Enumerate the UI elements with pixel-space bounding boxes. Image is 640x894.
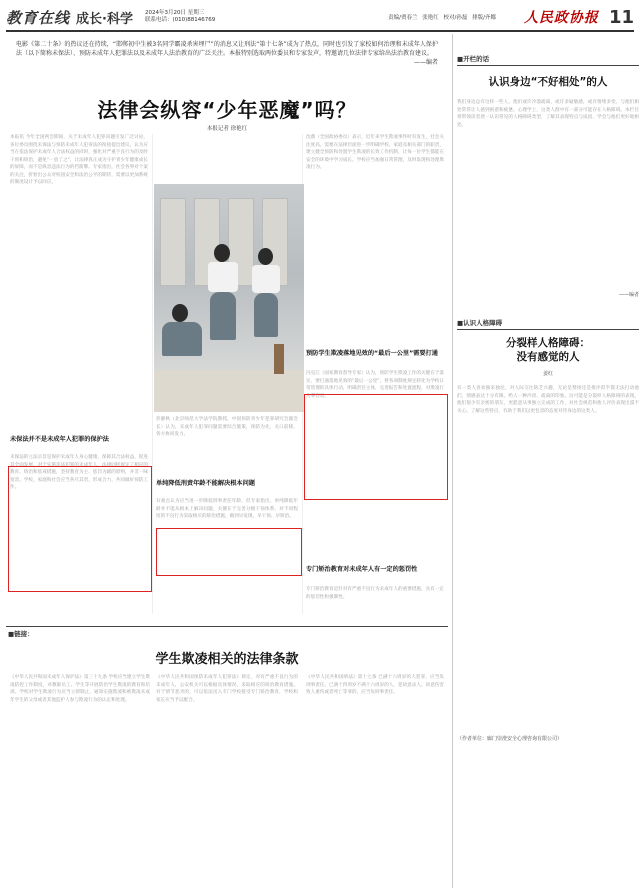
highlight-box [156, 528, 302, 576]
photo-figure-crouching [162, 322, 202, 356]
article-title-line: 分裂样人格障碍： [506, 337, 590, 349]
photo-figure-shirt [208, 262, 238, 292]
body-text-block: 彭静秋（北京师范大学法学院教授，中国预防青少年犯罪研究会副会长）认为，未成年人犯罪问题需要综合施策，预防为先，关口前移，各方协同发力。 [156, 417, 298, 437]
section-name: 成长·科学 [76, 11, 133, 27]
editor-intro [6, 34, 448, 80]
column-divider [152, 134, 153, 614]
article-title-schizoid [457, 336, 639, 364]
links-label: ■链接： [8, 630, 34, 638]
brand-logo: 教育在线 [6, 8, 71, 27]
photo-figure-pants [210, 292, 236, 340]
article-author: 姜红 [542, 371, 553, 377]
page-number: 11 [608, 6, 634, 28]
law-text-block: 《中华人民共和国刑法》第十七条 已满十六周岁的人犯罪，应当负刑事责任。已满十四周岁不满十六周岁的人，犯故意杀人、故意伤害致人重伤或者死亡等罪的，应当负刑事责任。 [306, 675, 444, 695]
subhead-3: 预防学生欺凌落地见效的“最后一公里”需要打通 [306, 350, 438, 357]
article-byline: 本报记者 徐艳红 [206, 126, 248, 132]
law-text-block: 《中华人民共和国预防未成年人犯罪法》规定，对有严重不良行为的未成年人，公安机关可以根据具体情况，采取相应的矫治教育措施。对于情节恶劣的，可以依法送入专门学校接受专门矫治教育，学校和家长应当予以配合。 [156, 675, 298, 703]
issue-date: 2024年3月20日 星期三 [144, 10, 205, 16]
column-article-title: 认识身边“不好相处”的人 [488, 76, 608, 88]
article-title: 法律会纵容“少年恶魔”吗？ [97, 98, 357, 122]
body-text-block: 本报讯 今年全国两会期间，关于未成年人犯罪问题引发广泛讨论，多位委员围绕未保法与预防未成年人犯罪法的衔接提出建议，认为应当在依法保护未成年人合法权益的同时，强化对严重不良行为的及时干预和矫治，避免“一放了之”，让法律真正成为守护青少年健康成长的屏障，而不是纵容违法行为的挡箭牌。专家指出，社会各界对个案的关注，折射出公众对校园安全和法治公平的期待，需要以更加系统的制度设计予以回应。 [10, 135, 148, 185]
photo-floor [154, 370, 304, 412]
main-article-column [6, 34, 448, 888]
photo-figure-head [172, 304, 188, 322]
publisher-logo: 人民政协报 [523, 10, 599, 26]
masthead [6, 5, 634, 29]
author-affiliation: （作者单位：廊门崇澄安全心理咨询有限公司） [457, 736, 563, 742]
subhead-1: 未保法并不是未成年人犯罪的保护法 [10, 436, 109, 443]
links-title: 学生欺凌相关的法律条款 [155, 652, 299, 667]
article-title-line: 没有感觉的人 [516, 351, 580, 363]
header-rule [6, 30, 634, 32]
column-text-block: 有一类人喜欢独来独往，对人际交往缺乏兴趣，无论是赞扬还是批评似乎都无法打动他们，情感表达十分有限，给人一种冷淡、疏离的印象。这可能是分裂样人格障碍的表现。他们很少有亲密的朋友，更愿意从事独立完成的工作，对社会规范和他人评价表现出漠不关心。了解这些特点，有助于我们以更包容的态度对待身边的这类人。 [457, 386, 639, 414]
body-text-block: 未保法的立法宗旨是保护未成年人身心健康，保障其合法权益，促进其全面发展。对于实施违法犯罪的未成年人，法律同样规定了相应的教育、矫治和惩戒措施，坚持教育为主、惩罚为辅的原则，并非一味宽容。学校、家庭和社会应当各尽其责，形成合力，共同做好预防工作。 [10, 455, 148, 490]
body-text-block: 冯克江（国家教育督导专家）认为，预防学生欺凌工作的关键在于落实，要打通落地见效的“最后一公里”，将各项制度规定转化为学校日常管理的具体行动，明确责任主体，完善报告和处置流程，对欺凌行为零容忍。 [306, 371, 444, 399]
highlight-box [304, 394, 448, 500]
intro-text: 电影《第二十条》的热议还在持续，“邯郸初中生被3名同学霸凌杀害埋尸”的消息又让刑法“第十七条”成为了热点，同时也引发了家校如何治理和未成年人保护法（以下简称未保法）、预防未成年人犯罪法以及未成年人法治教育的广泛关注。本报特别选取两位委员和专家发声，特邀请几位法律专家给出法治教育建议。 [16, 41, 438, 57]
section-label-opening: ■开栏的话 [457, 54, 639, 66]
right-column [452, 34, 639, 888]
links-section-bar [6, 626, 448, 637]
editor-credits: 责编/贾春兰 张艳红 校对/孙磊 排版/齐娜 [388, 15, 496, 21]
photo-door [160, 198, 186, 286]
subhead-4: 专门矫治教育对未成年人有一定的惩罚性 [306, 566, 418, 573]
section-label-personality: ■认识人格障碍 [457, 318, 639, 330]
photo-figure-head [258, 248, 273, 265]
date-block [145, 10, 215, 24]
column-signature: ——编者 [618, 292, 639, 298]
intro-signature: ——编者 [413, 59, 438, 66]
photo-prop [274, 344, 284, 374]
contact-phone: 联系电话：(010)88146769 [144, 17, 216, 23]
body-text-block: 有观点认为应当进一步降低刑事责任年龄，但专家指出，单纯降低年龄并不能从根本上解决问题，关键在于完善分级干预体系，对不同程度的不良行为采取相应的矫治措施，做到早发现、早干预、早矫治。 [156, 499, 298, 519]
column-text-block: 我们身边总有这样一些人，他们或许冷漠疏离，或许多疑敏感，或许情绪多变，与他们相处常常让人感到困惑和疲惫。心理学上，这类人群中有一部分可能存在人格障碍。本栏目将带领读者逐一认识常见的人格障碍类型，了解其表现特点与成因，学会与他们更好地相处。 [457, 100, 639, 128]
article-photo [154, 184, 304, 412]
law-text-block: 《中华人民共和国未成年人保护法》第三十九条 学校应当建立学生欺凌防控工作制度，对教职员工、学生等开展防治学生欺凌的教育和培训。学校对学生欺凌行为应当立即制止，通知实施欺凌和被欺凌未成年学生的父母或者其他监护人参与欺凌行为的认定和处理。 [10, 675, 150, 703]
subhead-2: 单纯降低刑责年龄不能解决根本问题 [156, 480, 255, 487]
highlight-box [8, 466, 152, 592]
photo-figure-head [214, 244, 230, 262]
photo-figure-pants [254, 293, 278, 337]
body-text-block: 沈薇（全国政协委员）表示，近年来学生欺凌事件时有发生，社会关注度高，需要在法律层面进一步明确学校、家庭及相关部门的职责，建立健全预防和处置学生欺凌的长效工作机制，让每一位学生都能在安全的环境中学习成长。学校应当加强日常管理，及时发现和处理欺凌行为。 [306, 135, 444, 170]
photo-figure-shirt [252, 265, 280, 293]
body-text-block: 专门矫治教育是针对有严重不良行为未成年人的重要措施，具有一定的惩罚性和强制性。 [306, 587, 444, 600]
